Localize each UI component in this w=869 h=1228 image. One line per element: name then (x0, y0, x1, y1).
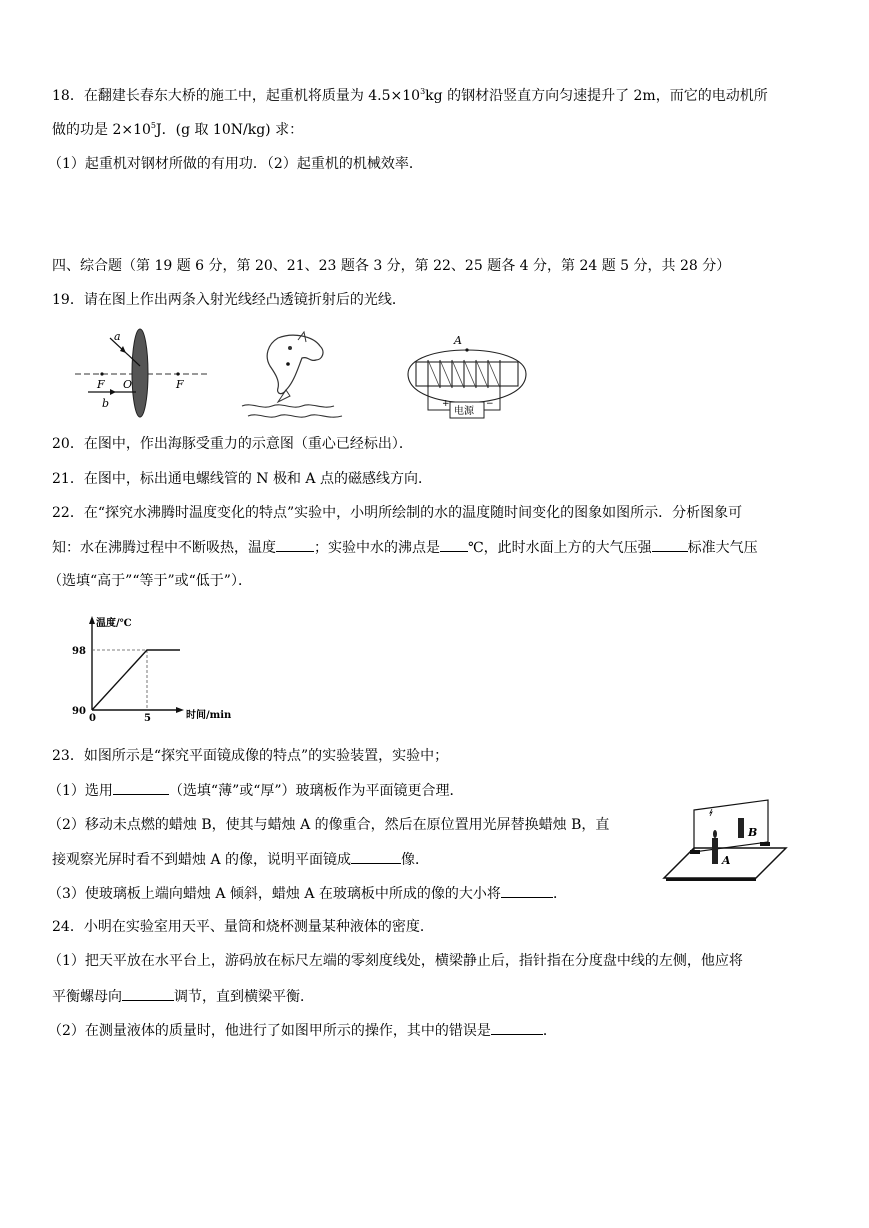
center-of-gravity (286, 362, 290, 366)
water-wave (242, 405, 334, 407)
q22-line-2 (52, 537, 758, 558)
q24-text: 调节，直到横梁平衡． (174, 989, 314, 1005)
q22-text: 知：水在沸腾过程中不断吸热，温度 (52, 540, 276, 556)
answer-blank[interactable] (501, 883, 553, 898)
exponent: 5 (150, 121, 156, 130)
q23-text: 像． (401, 852, 430, 868)
convex-lens-figure (70, 326, 210, 420)
temperature-line (92, 650, 180, 710)
q18-text: 18．在翻建长春东大桥的施工中，起重机将质量为 4.5×10 (52, 88, 421, 104)
arrow-icon (120, 346, 126, 353)
dolphin-figure (238, 330, 348, 422)
y-axis-label: 温度/℃ (96, 618, 132, 629)
iron-core (416, 362, 518, 386)
section-heading: 四、综合题（第 19 题 6 分，第 20、21、23 题各 3 分，第 22、25 题各 4 分，第 24 题 5 分，共 28 分） (52, 258, 731, 274)
point-a (465, 348, 468, 351)
arrow-icon (176, 707, 184, 713)
answer-blank[interactable] (440, 537, 468, 552)
y-tick-label: 98 (72, 646, 86, 657)
plane-mirror-figure (660, 796, 786, 882)
point-a-label: A (454, 334, 462, 347)
q20-text: 20．在图中，作出海豚受重力的示意图（重心已经标出）． (52, 436, 413, 452)
focus-label-left: F (97, 378, 105, 391)
clip (690, 850, 700, 854)
q23-line-3: （2）移动未点燃的蜡烛 B，使其与蜡烛 A 的像重合，然后在原位置用光屏替换蜡烛 B，直 (48, 817, 610, 833)
q24-line-4 (48, 1020, 557, 1041)
q18-subquestions: （1）起重机对钢材所做的有用功．（2）起重机的机械效率． (48, 156, 423, 172)
arrow-icon (110, 389, 116, 395)
q23-line-4 (52, 849, 429, 870)
q24-text: （2）在测量液体的质量时，他进行了如图甲所示的操作，其中的错误是 (48, 1023, 491, 1039)
ray-label-b: b (102, 397, 110, 410)
dolphin-body (267, 335, 323, 393)
candle-a-label: A (722, 854, 731, 867)
q22-line-3: （选填“高于”“等于”或“低于”）． (48, 573, 252, 589)
answer-blank[interactable] (122, 986, 174, 1001)
ray-label-a: a (114, 330, 121, 343)
x-axis-label: 时间/min (186, 710, 232, 721)
dolphin-eye (288, 346, 292, 350)
q23-text: （1）选用 (48, 783, 113, 799)
q22-text: ℃，此时水面上方的大气压强 (468, 540, 652, 556)
flame-icon (713, 830, 717, 838)
answer-blank[interactable] (351, 849, 401, 864)
q23-text: 接观察光屏时看不到蜡烛 A 的像，说明平面镜成 (52, 852, 352, 868)
q23-text: （3）使玻璃板上端向蜡烛 A 倾斜，蜡烛 A 在玻璃板中所成的像的大小将 (48, 886, 501, 902)
q24-text: 平衡螺母向 (52, 989, 122, 1005)
center-label: O (123, 378, 133, 391)
q22-text: 标准大气压 (687, 540, 758, 556)
solenoid-figure (398, 332, 536, 424)
q21-text: 21．在图中，标出通电螺线管的 N 极和 A 点的磁感线方向． (52, 471, 432, 487)
candle-b (738, 818, 744, 838)
q24-line-2: （1）把天平放在水平台上，游码放在标尺左端的零刻度线处，横梁静止后，指针指在分度盘中线的左侧，他应将 (48, 953, 743, 969)
water-wave (248, 415, 342, 417)
q18-text: kg 的钢材沿竖直方向匀速提升了 2m，而它的电动机所 (425, 88, 768, 104)
q19-text: 19．请在图上作出两条入射光线经凸透镜折射后的光线． (52, 292, 406, 308)
candle-a (712, 838, 718, 864)
q18-line-1 (52, 86, 768, 106)
dolphin-fin (298, 332, 306, 342)
minus-sign: − (486, 399, 494, 409)
q22-text: ；实验中水的沸点是 (314, 540, 440, 556)
q23-line-1: 23．如图所示是“探究平面镜成像的特点”的实验装置，实验中； (52, 748, 449, 764)
q24-text: ． (542, 1023, 557, 1039)
q23-line-5 (48, 883, 567, 904)
arrow-icon (89, 616, 95, 624)
q22-line-1: 22．在“探究水沸腾时温度变化的特点”实验中，小明所绘制的水的温度随时间变化的图象如图所示．分析图象可 (52, 505, 743, 521)
q24-line-3 (52, 986, 314, 1007)
plus-sign: + (442, 399, 450, 409)
reflection-mark (710, 809, 712, 816)
q23-text: （选填“薄”或“厚”）玻璃板作为平面镜更合理． (168, 783, 464, 799)
focus-point (100, 372, 103, 375)
answer-blank[interactable] (652, 537, 688, 552)
y-tick-label: 90 (72, 706, 86, 717)
q24-line-1: 24．小明在实验室用天平、量筒和烧杯测量某种液体的密度． (52, 919, 434, 935)
q18-line-2 (52, 120, 303, 140)
answer-blank[interactable] (276, 537, 314, 552)
x-tick-label: 5 (144, 713, 151, 724)
exponent: 3 (420, 87, 426, 96)
convex-lens (132, 329, 148, 417)
candle-b-label: B (748, 826, 758, 839)
q18-text: J．(g 取 10N/kg) 求： (156, 122, 304, 138)
q23-line-2 (48, 780, 464, 801)
focus-label-right: F (176, 378, 184, 391)
q23-text: ． (552, 886, 567, 902)
boiling-graph (68, 612, 248, 724)
base-edge (666, 878, 756, 881)
q18-text: 做的功是 2×10 (52, 122, 151, 138)
answer-blank[interactable] (113, 780, 169, 795)
clip (760, 842, 770, 846)
power-label: 电源 (454, 406, 474, 417)
focus-point (176, 372, 179, 375)
x-tick-label: 0 (89, 713, 96, 724)
answer-blank[interactable] (491, 1020, 543, 1035)
